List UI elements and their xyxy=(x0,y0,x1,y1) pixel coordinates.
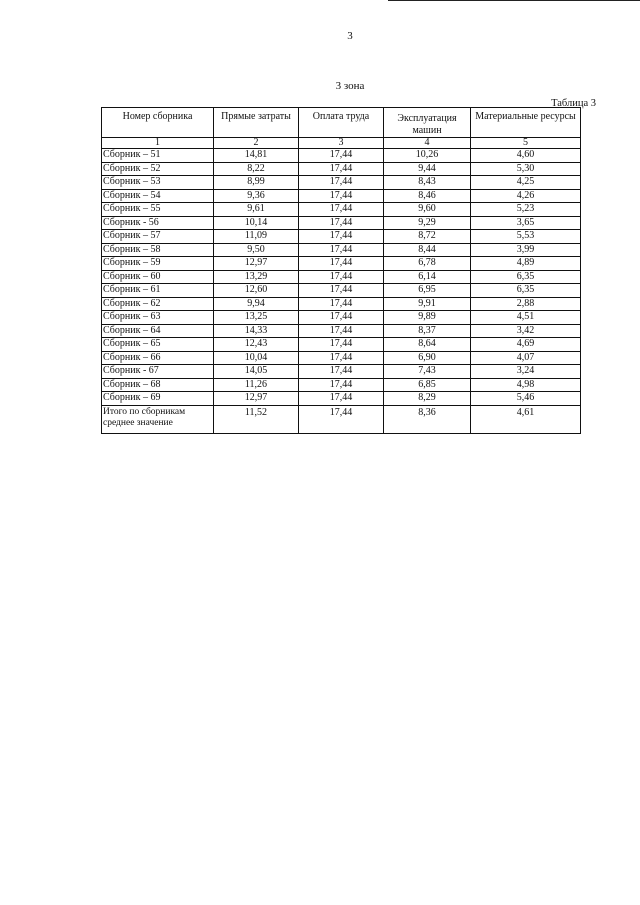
row-name-cell: Сборник – 68 xyxy=(102,378,214,392)
row-value-cell: 14,33 xyxy=(214,324,299,338)
total-label-cell: Итого по сборникам среднее значение xyxy=(102,405,214,433)
row-value-cell: 12,43 xyxy=(214,338,299,352)
row-value-cell: 5,46 xyxy=(471,392,581,406)
table-row xyxy=(102,378,581,392)
column-number-cell: 1 xyxy=(102,138,214,149)
header-cell: Оплата труда xyxy=(299,108,384,138)
row-name-cell: Сборник – 62 xyxy=(102,297,214,311)
row-value-cell: 4,25 xyxy=(471,176,581,190)
row-value-cell: 4,89 xyxy=(471,257,581,271)
row-value-cell: 12,97 xyxy=(214,257,299,271)
row-value-cell: 17,44 xyxy=(299,338,384,352)
row-value-cell: 17,44 xyxy=(299,216,384,230)
table-row xyxy=(102,365,581,379)
row-value-cell: 10,04 xyxy=(214,351,299,365)
table-row xyxy=(102,338,581,352)
row-value-cell: 8,99 xyxy=(214,176,299,190)
table-row xyxy=(102,203,581,217)
row-value-cell: 8,29 xyxy=(384,392,471,406)
row-value-cell: 17,44 xyxy=(299,297,384,311)
row-value-cell: 5,30 xyxy=(471,162,581,176)
row-value-cell: 9,94 xyxy=(214,297,299,311)
row-value-cell: 8,46 xyxy=(384,189,471,203)
row-value-cell: 4,07 xyxy=(471,351,581,365)
row-name-cell: Сборник - 67 xyxy=(102,365,214,379)
row-name-cell: Сборник – 64 xyxy=(102,324,214,338)
table-row xyxy=(102,392,581,406)
table-row xyxy=(102,230,581,244)
row-value-cell: 9,91 xyxy=(384,297,471,311)
row-name-cell: Сборник – 59 xyxy=(102,257,214,271)
row-name-cell: Сборник – 52 xyxy=(102,162,214,176)
column-number-cell: 3 xyxy=(299,138,384,149)
row-value-cell: 4,51 xyxy=(471,311,581,325)
table-row xyxy=(102,189,581,203)
zone-title: 3 зона xyxy=(335,80,365,92)
row-value-cell: 17,44 xyxy=(299,162,384,176)
row-name-cell: Сборник – 65 xyxy=(102,338,214,352)
row-value-cell: 17,44 xyxy=(299,284,384,298)
row-value-cell: 8,44 xyxy=(384,243,471,257)
row-value-cell: 17,44 xyxy=(299,230,384,244)
row-value-cell: 17,44 xyxy=(299,378,384,392)
row-value-cell: 6,78 xyxy=(384,257,471,271)
row-value-cell: 14,81 xyxy=(214,149,299,163)
row-value-cell: 4,98 xyxy=(471,378,581,392)
row-value-cell: 17,44 xyxy=(299,270,384,284)
row-value-cell: 17,44 xyxy=(299,365,384,379)
table-body xyxy=(102,138,581,434)
table-row xyxy=(102,297,581,311)
header-cell: Прямые затраты xyxy=(214,108,299,138)
row-value-cell: 6,35 xyxy=(471,284,581,298)
row-value-cell: 9,36 xyxy=(214,189,299,203)
row-name-cell: Сборник – 57 xyxy=(102,230,214,244)
row-value-cell: 17,44 xyxy=(299,243,384,257)
row-value-cell: 8,43 xyxy=(384,176,471,190)
row-name-cell: Сборник – 61 xyxy=(102,284,214,298)
top-rule xyxy=(388,0,640,1)
row-value-cell: 12,60 xyxy=(214,284,299,298)
header-cell: Номер сборника xyxy=(102,108,214,138)
row-value-cell: 7,43 xyxy=(384,365,471,379)
row-value-cell: 9,44 xyxy=(384,162,471,176)
row-value-cell: 8,72 xyxy=(384,230,471,244)
row-value-cell: 9,61 xyxy=(214,203,299,217)
total-value-cell: 8,36 xyxy=(384,405,471,433)
row-value-cell: 17,44 xyxy=(299,311,384,325)
row-name-cell: Сборник – 69 xyxy=(102,392,214,406)
table-row xyxy=(102,216,581,230)
row-value-cell: 5,23 xyxy=(471,203,581,217)
row-value-cell: 17,44 xyxy=(299,189,384,203)
row-name-cell: Сборник – 58 xyxy=(102,243,214,257)
row-value-cell: 6,35 xyxy=(471,270,581,284)
page-number: 3 xyxy=(347,30,353,42)
row-value-cell: 8,64 xyxy=(384,338,471,352)
row-value-cell: 8,22 xyxy=(214,162,299,176)
table-row xyxy=(102,257,581,271)
header-row xyxy=(102,108,581,138)
row-name-cell: Сборник – 66 xyxy=(102,351,214,365)
row-name-cell: Сборник – 51 xyxy=(102,149,214,163)
row-value-cell: 3,99 xyxy=(471,243,581,257)
row-name-cell: Сборник – 53 xyxy=(102,176,214,190)
table-row xyxy=(102,324,581,338)
column-number-cell: 4 xyxy=(384,138,471,149)
row-value-cell: 8,37 xyxy=(384,324,471,338)
row-value-cell: 10,26 xyxy=(384,149,471,163)
row-value-cell: 9,50 xyxy=(214,243,299,257)
row-value-cell: 17,44 xyxy=(299,203,384,217)
table-row xyxy=(102,162,581,176)
row-value-cell: 11,09 xyxy=(214,230,299,244)
row-value-cell: 6,14 xyxy=(384,270,471,284)
row-value-cell: 17,44 xyxy=(299,176,384,190)
table-row xyxy=(102,243,581,257)
row-value-cell: 3,24 xyxy=(471,365,581,379)
row-value-cell: 17,44 xyxy=(299,149,384,163)
data-table xyxy=(101,107,581,434)
header-cell: Эксплуатация машин xyxy=(384,108,471,138)
row-value-cell: 9,89 xyxy=(384,311,471,325)
row-value-cell: 13,25 xyxy=(214,311,299,325)
row-value-cell: 6,85 xyxy=(384,378,471,392)
total-row xyxy=(102,405,581,433)
column-number-row xyxy=(102,138,581,149)
row-value-cell: 10,14 xyxy=(214,216,299,230)
row-value-cell: 17,44 xyxy=(299,324,384,338)
row-value-cell: 13,29 xyxy=(214,270,299,284)
row-value-cell: 6,95 xyxy=(384,284,471,298)
row-name-cell: Сборник - 56 xyxy=(102,216,214,230)
table-row xyxy=(102,284,581,298)
row-value-cell: 17,44 xyxy=(299,392,384,406)
table-row xyxy=(102,176,581,190)
row-value-cell: 17,44 xyxy=(299,351,384,365)
row-value-cell: 9,29 xyxy=(384,216,471,230)
table-row xyxy=(102,311,581,325)
row-value-cell: 3,65 xyxy=(471,216,581,230)
column-number-cell: 2 xyxy=(214,138,299,149)
row-value-cell: 12,97 xyxy=(214,392,299,406)
row-value-cell: 4,26 xyxy=(471,189,581,203)
total-value-cell: 4,61 xyxy=(471,405,581,433)
table-row xyxy=(102,270,581,284)
table-row xyxy=(102,351,581,365)
row-value-cell: 3,42 xyxy=(471,324,581,338)
row-name-cell: Сборник – 54 xyxy=(102,189,214,203)
row-value-cell: 17,44 xyxy=(299,257,384,271)
column-number-cell: 5 xyxy=(471,138,581,149)
total-value-cell: 11,52 xyxy=(214,405,299,433)
row-value-cell: 5,53 xyxy=(471,230,581,244)
row-value-cell: 14,05 xyxy=(214,365,299,379)
header-cell: Материальные ресурсы xyxy=(471,108,581,138)
row-value-cell: 9,60 xyxy=(384,203,471,217)
row-name-cell: Сборник – 60 xyxy=(102,270,214,284)
total-value-cell: 17,44 xyxy=(299,405,384,433)
row-name-cell: Сборник – 63 xyxy=(102,311,214,325)
row-value-cell: 11,26 xyxy=(214,378,299,392)
row-value-cell: 2,88 xyxy=(471,297,581,311)
row-value-cell: 4,69 xyxy=(471,338,581,352)
table-row xyxy=(102,149,581,163)
row-value-cell: 6,90 xyxy=(384,351,471,365)
row-value-cell: 4,60 xyxy=(471,149,581,163)
table-label: Таблица 3 xyxy=(551,98,596,109)
row-name-cell: Сборник – 55 xyxy=(102,203,214,217)
